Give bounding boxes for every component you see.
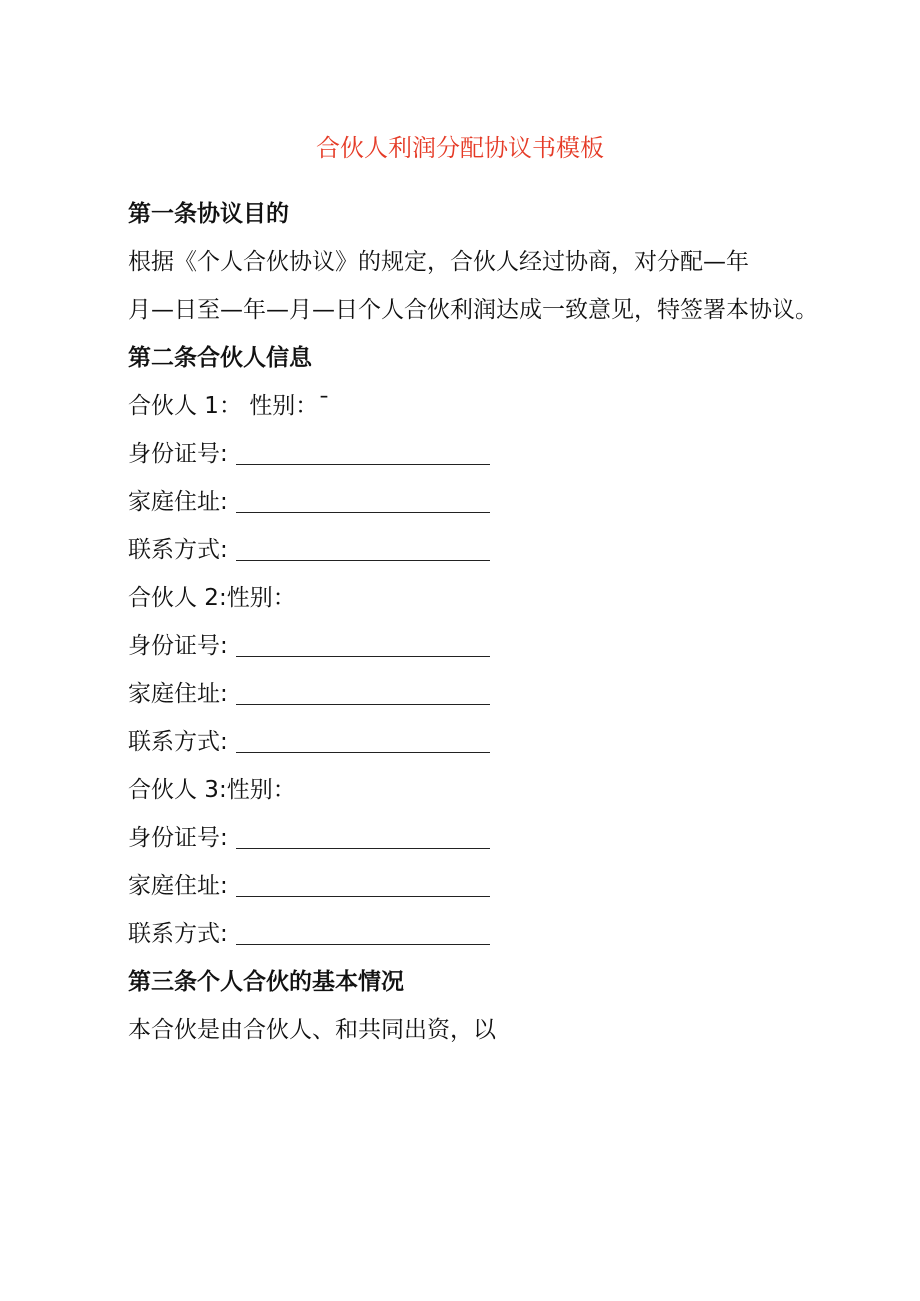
partner-2-header: 合伙人 2:性别：	[128, 585, 296, 611]
partner-2-contact-blank	[236, 751, 490, 753]
section-1-text-line-2: 月—日至—年—月—日个人合伙利润达成一致意见，特签署本协议。	[128, 297, 818, 323]
partner-1-address-blank	[236, 511, 490, 513]
partner-1-contact-field	[128, 526, 908, 574]
partner-3-address-field	[128, 862, 908, 910]
section-2-heading: 第二条合伙人信息	[128, 345, 312, 371]
partner-3-address-label: 家庭住址:	[128, 873, 228, 899]
partner-2-id-blank	[236, 655, 490, 657]
partner-2-address-label: 家庭住址:	[128, 681, 228, 707]
partner-1-header: 合伙人 1： 性别：¯	[128, 393, 330, 419]
partner-1-id-blank	[236, 463, 490, 465]
partner-3-id-field	[128, 814, 908, 862]
partner-1-contact-label: 联系方式:	[128, 537, 228, 563]
partner-2-id-label: 身份证号:	[128, 633, 228, 659]
partner-1-contact-blank	[236, 559, 490, 561]
section-1-heading: 第一条协议目的	[128, 201, 289, 227]
partner-2-address-blank	[236, 703, 490, 705]
partner-2-address-field	[128, 670, 908, 718]
partner-3-id-label: 身份证号:	[128, 825, 228, 851]
section-3-text-line-1: 本合伙是由合伙人、和共同出资，以	[128, 1017, 496, 1043]
partner-3-contact-blank	[236, 943, 490, 945]
partner-3-contact-label: 联系方式:	[128, 921, 228, 947]
partner-2-contact-field	[128, 718, 908, 766]
partner-3-contact-field	[128, 910, 908, 958]
partner-3-id-blank	[236, 847, 490, 849]
partner-2-contact-label: 联系方式:	[128, 729, 228, 755]
partner-3-address-blank	[236, 895, 490, 897]
section-1-text-line-1: 根据《个人合伙协议》的规定，合伙人经过协商，对分配—年	[128, 249, 749, 275]
partner-1-id-field	[128, 430, 908, 478]
partner-1-address-field	[128, 478, 908, 526]
partner-3-header: 合伙人 3:性别：	[128, 777, 296, 803]
partner-2-id-field	[128, 622, 908, 670]
document-title: 合伙人利润分配协议书模板	[316, 134, 604, 162]
document-body	[128, 190, 908, 1054]
section-3-heading: 第三条个人合伙的基本情况	[128, 969, 404, 995]
partner-1-id-label: 身份证号:	[128, 441, 228, 467]
partner-1-address-label: 家庭住址:	[128, 489, 228, 515]
